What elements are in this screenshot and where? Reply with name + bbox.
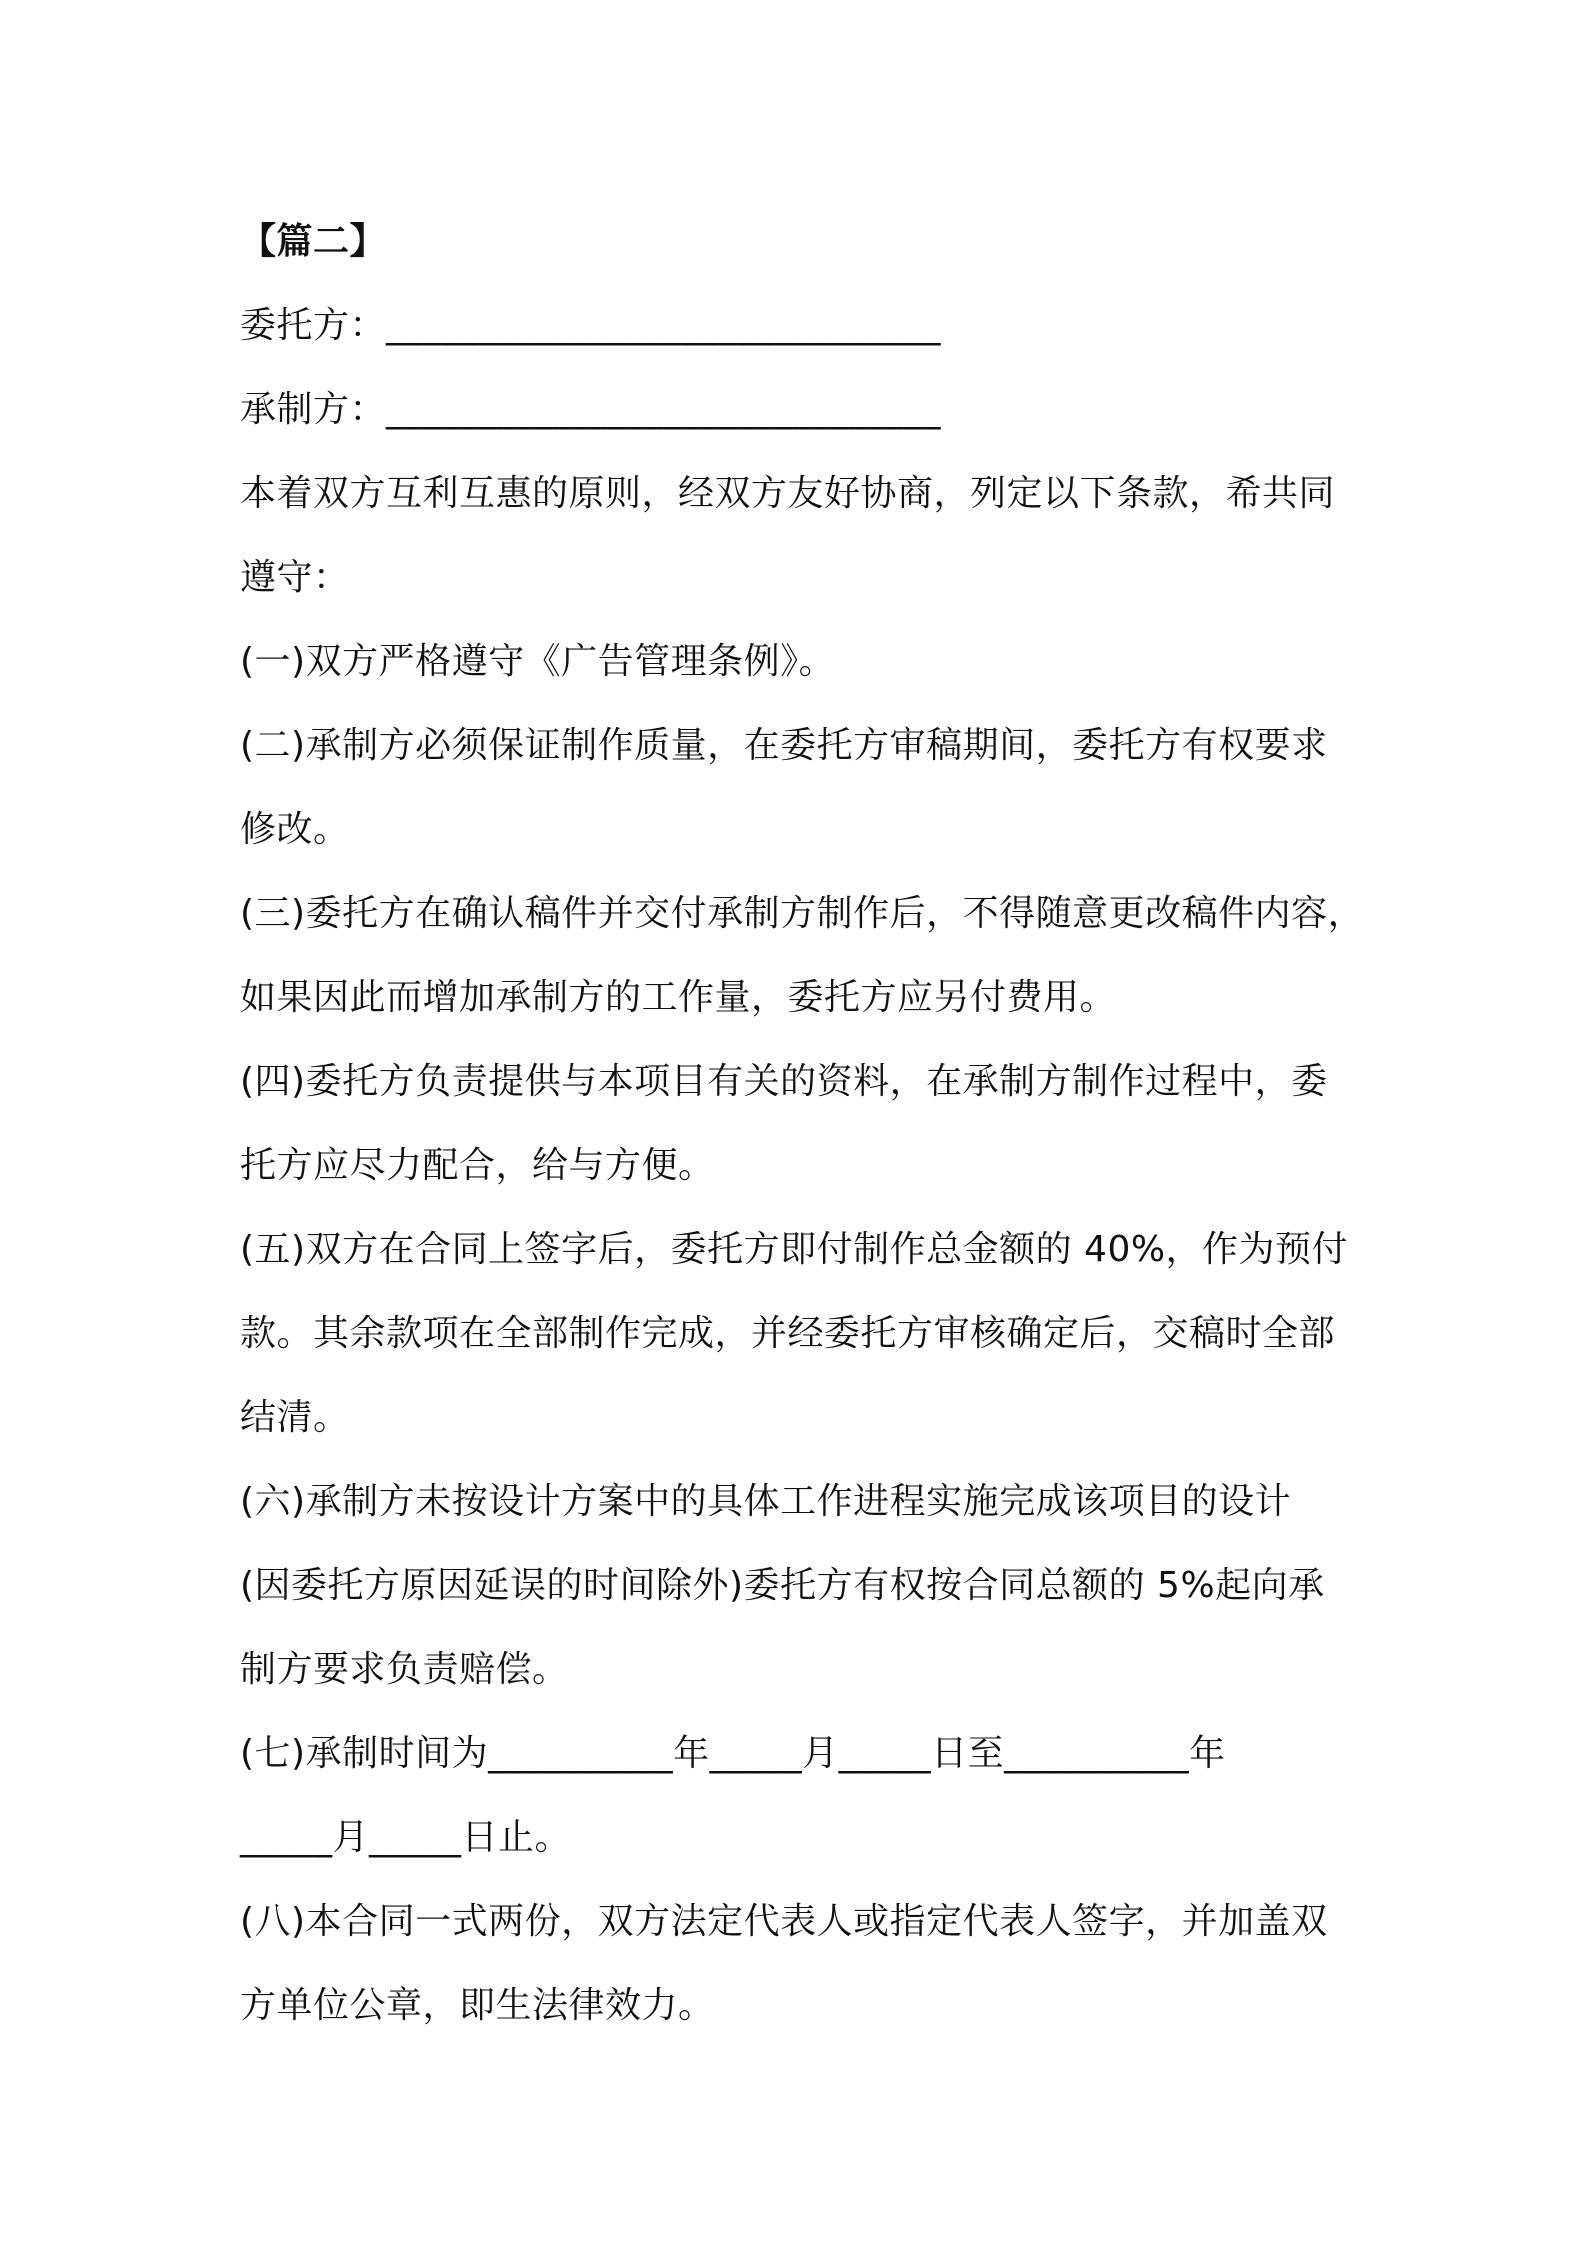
clause-7 (240, 1712, 1370, 1880)
clause-line: (七)承制时间为__________年_____月_____日至__________年 (240, 1733, 1226, 1774)
intro-paragraph (240, 452, 1370, 620)
clause-4 (240, 1040, 1370, 1208)
producer-field-line: 承制方：______________________________ (240, 389, 942, 430)
clause-line: (八)本合同一式两份，双方法定代表人或指定代表人签字，并加盖双 (240, 1901, 1328, 1942)
clause-line: 结清。 (240, 1397, 350, 1438)
clause-line: 如果因此而增加承制方的工作量，委托方应另付费用。 (240, 977, 1117, 1018)
clause-2 (240, 704, 1370, 872)
clause-line: 制方要求负责赔偿。 (240, 1649, 569, 1690)
clause-line: (六)承制方未按设计方案中的具体工作进程实施完成该项目的设计 (240, 1481, 1292, 1522)
intro-line: 本着双方互利互惠的原则，经双方友好协商，列定以下条款，希共同 (240, 473, 1336, 514)
clause-6 (240, 1460, 1370, 1712)
clause-line: 托方应尽力配合，给与方便。 (240, 1145, 715, 1186)
client-field-line: 委托方：______________________________ (240, 305, 942, 346)
clause-line: (一)双方严格遵守《广告管理条例》。 (240, 641, 836, 682)
clause-line: 款。其余款项在全部制作完成，并经委托方审核确定后，交稿时全部 (240, 1313, 1336, 1354)
clause-line: (四)委托方负责提供与本项目有关的资料，在承制方制作过程中，委 (240, 1061, 1328, 1102)
clause-1 (240, 620, 1370, 704)
clause-line: 方单位公章，即生法律效力。 (240, 1985, 715, 2026)
clause-line: _____月_____日止。 (240, 1817, 572, 1858)
clause-3 (240, 872, 1370, 1040)
intro-line: 遵守： (240, 557, 350, 598)
clause-line: (五)双方在合同上签字后，委托方即付制作总金额的 40%，作为预付 (240, 1229, 1349, 1270)
clause-8 (240, 1880, 1370, 2048)
clause-5 (240, 1208, 1370, 1460)
clause-line: (因委托方原因延误的时间除外)委托方有权按合同总额的 5%起向承 (240, 1565, 1325, 1606)
section-heading: 【篇二】 (240, 221, 387, 262)
clause-line: 修改。 (240, 809, 350, 850)
clause-line: (二)承制方必须保证制作质量，在委托方审稿期间，委托方有权要求 (240, 725, 1328, 766)
clause-line: (三)委托方在确认稿件并交付承制方制作后，不得随意更改稿件内容， (240, 893, 1365, 934)
document-body (240, 200, 1370, 2048)
